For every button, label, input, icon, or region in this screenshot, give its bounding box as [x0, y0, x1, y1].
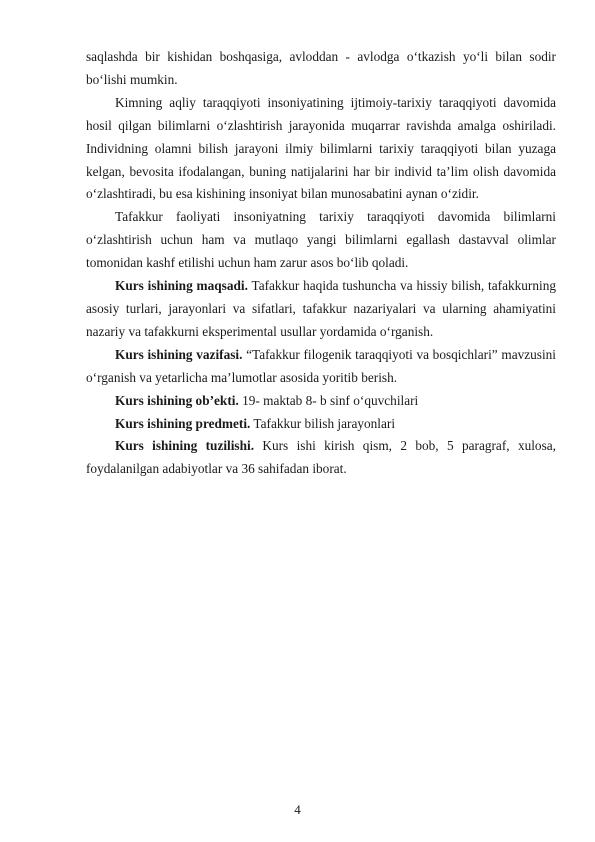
course-goal-text: Tafakkur haqida tushuncha va hissiy bilish, tafakkurning asosiy turlari, jarayonlari va sifatlari, tafakkur nazariyalari va ularning ahamiyatini nazariy va tafakkurni eksperimental usullar yordamida o‘rganish. [86, 278, 556, 339]
page-number: 4 [294, 802, 301, 817]
course-object-label: Kurs ishining ob’ekti. [115, 392, 239, 408]
paragraph-course-subject [86, 413, 556, 436]
course-task-label: Kurs ishining vazifasi. [115, 346, 243, 362]
paragraph-course-goal [86, 275, 556, 344]
course-subject-label: Kurs ishining predmeti. [115, 415, 251, 431]
course-goal-label: Kurs ishining maqsadi. [115, 278, 248, 294]
paragraph-text: Tafakkur faoliyati insoniyatning tarixiy taraqqiyoti davomida bilimlarni o‘zlashtirish uchun ham va mutlaqo yangi bilimlarni egallash dastavval olimlar tomonidan kashf etilishi uchun ham zarur asos bo‘lib qoladi. [86, 209, 556, 271]
paragraph-mental-development [86, 92, 556, 207]
paragraph-text: saqlashda bir kishidan boshqasiga, avloddan - avlodga o‘tkazish yo‘li bilan sodir bo‘lishi mumkin. [86, 49, 556, 87]
paragraph-course-object [86, 390, 556, 413]
paragraph-course-task [86, 344, 556, 390]
paragraph-course-structure [86, 435, 556, 481]
paragraph-text: Kimning aqliy taraqqiyoti insoniyatining ijtimoiy-tarixiy taraqqiyoti davomida hosil qilgan bilimlarni o‘zlashtirish jarayonida muqarrar ravishda amalga oshiriladi. Individning olamni bilish jarayoni ilmiy bilimlarni tarixiy taraqqiyoti bilan yuzaga kelgan, bevosita ifodalangan, buning natijalarini har bir individ ta’lim olish davomida o‘zlashtiradi, bu esa kishining insoniyat bilan munosabatini aynan o‘zidir. [86, 94, 556, 202]
course-task-text: “Tafakkur filogenik taraqqiyoti va bosqichlari” mavzusini o‘rganish va yetarlicha ma’lumotlar asosida yoritib berish. [86, 346, 557, 385]
page-body [86, 46, 556, 481]
course-structure-label: Kurs ishining tuzilishi. [115, 438, 255, 454]
course-structure-text: Kurs ishi kirish qism, 2 bob, 5 paragraf, xulosa, foydalanilgan adabiyotlar va 36 sahifadan iborat. [86, 438, 556, 477]
paragraph-thinking-activity [86, 206, 556, 275]
course-object-text: 19- maktab 8- b sinf o‘quvchilari [238, 392, 419, 408]
course-subject-text: Tafakkur bilish jarayonlari [250, 415, 396, 431]
paragraph-continuation [86, 46, 556, 92]
